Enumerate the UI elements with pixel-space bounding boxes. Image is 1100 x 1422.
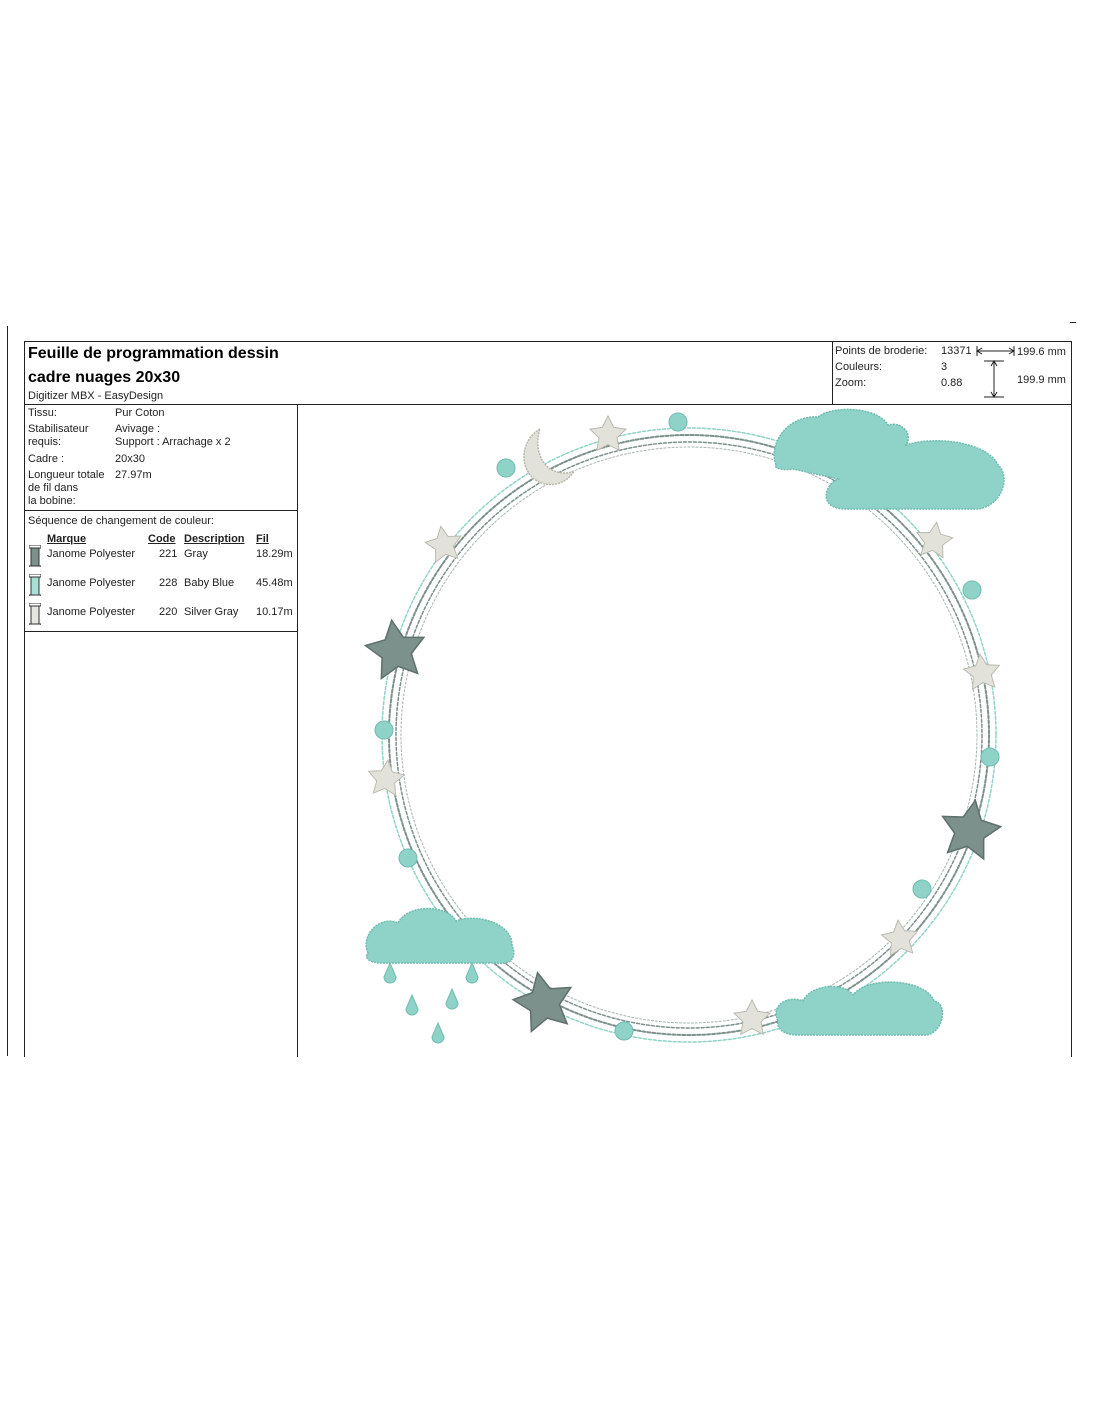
row-description: Silver Gray xyxy=(184,606,239,618)
fabric-label: Tissu: xyxy=(28,407,57,419)
moon-icon xyxy=(524,429,574,485)
row-description: Gray xyxy=(184,548,208,560)
embroidery-preview xyxy=(298,405,1070,1057)
row-thread: 10.17m xyxy=(256,606,293,618)
row-thread: 45.48m xyxy=(256,577,293,589)
row-code: 220 xyxy=(159,606,178,618)
raindrop-icons xyxy=(384,963,478,1043)
row-code: 228 xyxy=(159,577,178,589)
design-width: 199.6 mm xyxy=(1017,346,1066,358)
margin-line xyxy=(7,326,8,1056)
fabric-value: Pur Coton xyxy=(115,407,165,419)
thread-length-label-1: Longueur totale xyxy=(28,469,105,481)
spool-icon xyxy=(29,603,41,625)
col-brand: Marque xyxy=(47,533,87,545)
cloud-icon xyxy=(366,909,514,964)
frame-label: Cadre : xyxy=(28,453,65,465)
col-description: Description xyxy=(184,533,245,545)
stabilizer-value-1: Avivage : xyxy=(115,423,161,435)
page-title-line-2: cadre nuages 20x30 xyxy=(28,369,181,386)
design-height: 199.9 mm xyxy=(1017,374,1066,386)
row-brand: Janome Polyester xyxy=(47,606,136,618)
spool-icon xyxy=(29,574,41,596)
spool-icon xyxy=(29,545,41,567)
stats-divider xyxy=(832,341,833,404)
zoom-label: Zoom: xyxy=(835,377,867,389)
thread-length-label-2: de fil dans xyxy=(28,482,79,494)
colors-value: 3 xyxy=(941,361,948,373)
gray-star-icons xyxy=(363,616,1005,1033)
sequence-title: Séquence de changement de couleur: xyxy=(28,515,214,527)
frame-value: 20x30 xyxy=(115,453,145,465)
row-brand: Janome Polyester xyxy=(47,577,136,589)
row-thread: 18.29m xyxy=(256,548,293,560)
row-code: 221 xyxy=(159,548,178,560)
row-description: Baby Blue xyxy=(184,577,235,589)
dimension-arrows-icon xyxy=(974,342,1018,400)
corner-mark xyxy=(1070,322,1076,323)
stitches-value: 13371 xyxy=(941,345,972,357)
software-name: Digitizer MBX - EasyDesign xyxy=(28,390,164,402)
stabilizer-value-2: Support : Arrachage x 2 xyxy=(115,436,231,448)
stitches-label: Points de broderie: xyxy=(835,345,928,357)
row-brand: Janome Polyester xyxy=(47,548,136,560)
thread-length-label-3: la bobine: xyxy=(28,495,76,507)
col-code: Code xyxy=(148,533,176,545)
colors-label: Couleurs: xyxy=(835,361,883,373)
table-divider xyxy=(24,631,297,632)
page-title-line-1: Feuille de programmation dessin xyxy=(28,345,279,362)
col-thread: Fil xyxy=(256,533,269,545)
zoom-value: 0.88 xyxy=(941,377,963,389)
stabilizer-label-2: requis: xyxy=(28,436,62,448)
cloud-icon xyxy=(774,409,1004,509)
thread-length-value: 27.97m xyxy=(115,469,152,481)
info-divider xyxy=(24,510,297,511)
stabilizer-label-1: Stabilisateur xyxy=(28,423,89,435)
cloud-icon xyxy=(776,982,942,1035)
